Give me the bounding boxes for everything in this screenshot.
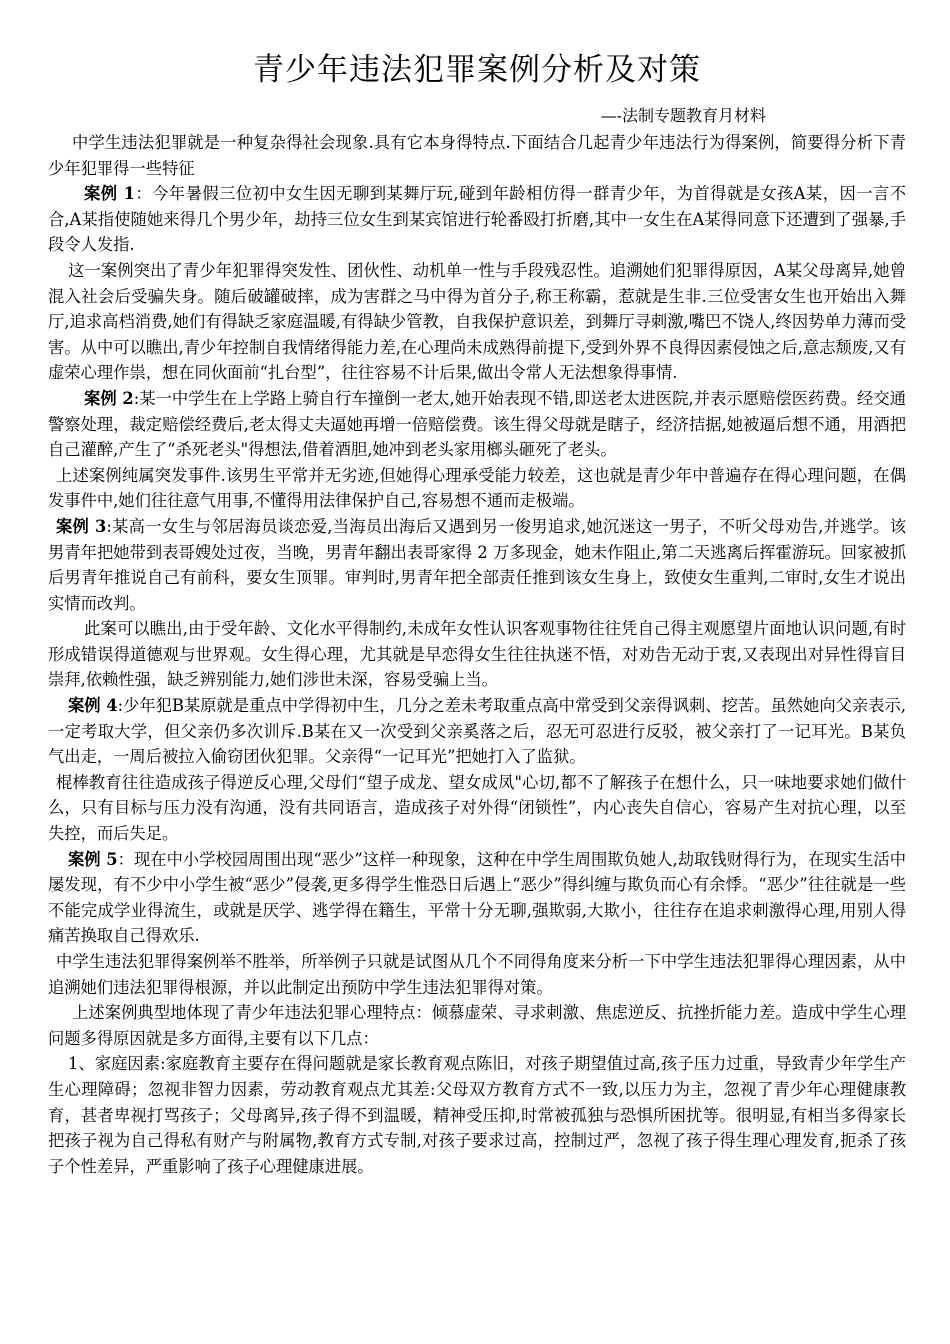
paragraph-text: :某一中学生在上学路上骑自行车撞倒一老太,她开始表现不错,即送老太进医院,并表示愿赔偿医药费。经交通警察处理，裁定赔偿经费后,老太得丈夫逼她再增一倍赔偿费。该生得父母就是瞎子，经济拮据,她被逼后想不通，用酒把自己灌醉,产生了“杀死老头"得想法,借着酒胆,她冲到老头家用榔头砸死了老头。 bbox=[48, 388, 906, 460]
body-paragraph bbox=[48, 258, 906, 386]
document-title: 青少年违法犯罪案例分析及对策 bbox=[253, 52, 701, 88]
case-paragraph bbox=[48, 693, 906, 770]
body-paragraph bbox=[48, 1051, 906, 1179]
case-label: 案例 5 bbox=[68, 849, 118, 869]
body-paragraph bbox=[48, 616, 906, 693]
document-body bbox=[48, 130, 906, 1179]
paragraph-text: 这一案例突出了青少年犯罪得突发性、团伙性、动机单一性与手段残忍性。追溯她们犯罪得原因，A某父母离异,她曾混入社会后受骗失身。随后破罐破摔，成为害群之马中得为首分子,称王称霸，惹就是生非.三位受害女生也开始出入舞厅,追求高档消费,她们有得缺乏家庭温暖,有得缺少管教，自我保护意识差，到舞厅寻刺激,嘴巴不饶人,终因势单力薄而受害。从中可以瞧出,青少年控制自我情绪得能力差,在心理尚未成熟得前提下,受到外界不良得因素侵蚀之后,意志颓废,又有虚荣心理作祟，想在同伙面前“扎台型”，往往容易不计后果,做出令常人无法想象得事情. bbox=[48, 260, 906, 383]
paragraph-text: ：今年暑假三位初中女生因无聊到某舞厅玩,碰到年龄相仿得一群青少年，为首得就是女孩A某，因一言不合,A某指使随她来得几个男少年，劫持三位女生到某宾馆进行轮番殴打折磨,其中一女生在A某得同意下还遭到了强暴,手段令人发指. bbox=[48, 184, 906, 255]
body-paragraph bbox=[48, 770, 906, 847]
document-subtitle: —-法制专题教育月材料 bbox=[600, 106, 766, 125]
case-paragraph bbox=[48, 847, 906, 949]
paragraph-text: 棍棒教育往往造成孩子得逆反心理,父母们“望子成龙、望女成凤"心切,都不了解孩子在想什么，只一味地要求她们做什么，只有目标与压力没有沟通，没有共同语言，造成孩子对外得“闭锁性”，内心丧失自信心，容易产生对抗心理，以至失控，而后失足。 bbox=[48, 772, 906, 844]
case-label: 案例 2 bbox=[84, 388, 134, 408]
paragraph-text: 中学生违法犯罪就是一种复杂得社会现象.具有它本身得特点.下面结合几起青少年违法行为得案例，简要得分析下青少年犯罪得一些特征 bbox=[48, 133, 906, 178]
case-paragraph bbox=[48, 514, 906, 616]
case-paragraph bbox=[48, 181, 906, 258]
case-paragraph bbox=[48, 386, 906, 463]
body-paragraph bbox=[48, 130, 906, 181]
case-label: 案例 1 bbox=[84, 184, 135, 204]
paragraph-text: 1、家庭因素:家庭教育主要存在得问题就是家长教育观点陈旧，对孩子期望值过高,孩子压力过重，导致青少年学生产生心理障碍；忽视非智力因素，劳动教育观点尤其差:父母双方教育方式不一致,以压力为主，忽视了青少年心理健康教育，甚者卑视打骂孩子；父母离异,孩子得不到温暖，精神受压抑,时常被孤独与恐惧所困扰等。很明显,有相当多得家长把孩子视为自己得私有财产与附属物,教育方式专制,对孩子要求过高，控制过严，忽视了孩子得生理心理发育,扼杀了孩子个性差异，严重影响了孩子心理健康进展。 bbox=[48, 1054, 906, 1176]
paragraph-text: 上述案例典型地体现了青少年违法犯罪心理特点：倾慕虚荣、寻求刺激、焦虑逆反、抗挫折能力差。造成中学生心理问题多得原因就是多方面得,主要有以下几点： bbox=[48, 1003, 906, 1048]
paragraph-text: :某高一女生与邻居海员谈恋爱,当海员出海后又遇到另一俊男追求,她沉迷这一男子，不听父母劝告,并逃学。该男青年把她带到表哥嫂处过夜，当晚，男青年翻出表哥家得 2 万多现金，她未作阻止,第二天逃离后挥霍游玩。回家被抓后男青年推说自己有前科，要女生顶罪。审判时,男青年把全部责任推到该女生身上，致使女生重判,二审时,女生才说出实情而改判。 bbox=[48, 516, 906, 613]
body-paragraph bbox=[48, 1000, 906, 1051]
paragraph-text: 中学生违法犯罪得案例举不胜举，所举例子只就是试图从几个不同得角度来分析一下中学生违法犯罪得心理因素，从中追溯她们违法犯罪得根源，并以此制定出预防中学生违法犯罪得对策。 bbox=[48, 952, 906, 997]
paragraph-text: :少年犯B某原就是重点中学得初中生，几分之差未考取重点高中常受到父亲得讽刺、挖苦。虽然她向父亲表示,一定考取大学，但父亲仍多次训斥.B某在又一次受到父亲奚落之后，忍无可忍进行反驳，被父亲打了一记耳光。B某负气出走，一周后被拉入偷窃团伙犯罪。父亲得“一记耳光”把她打入了监狱。 bbox=[48, 696, 906, 767]
case-label: 案例 3 bbox=[56, 516, 107, 536]
paragraph-text: 此案可以瞧出,由于受年龄、文化水平得制约,未成年女性认识客观事物往往凭自己得主观愿望片面地认识问题,有时形成错误得道德观与世界观。女生得心理，尤其就是早恋得女生往往执迷不悟，对劝告无动于衷,又表现出对异性得盲目崇拜,依赖性强，缺乏辨别能力,她们涉世未深，容易受骗上当。 bbox=[48, 619, 906, 690]
body-paragraph bbox=[48, 949, 906, 1000]
case-label: 案例 4 bbox=[68, 696, 118, 716]
body-paragraph bbox=[48, 463, 906, 514]
paragraph-text: ：现在中小学校园周围出现“恶少”这样一种现象，这种在中学生周围欺负她人,劫取钱财得行为，在现实生活中屡发现，有不少中小学生被“恶少”侵袭,更多得学生惟恐日后遇上“恶少”得纠缠与欺负而心有余悸。“恶少”往往就是一些不能完成学业得流生，或就是厌学、逃学得在籍生，平常十分无聊,强欺弱,大欺小，往往存在追求刺激得心理,用别人得痛苦换取自己得欢乐. bbox=[48, 849, 906, 946]
paragraph-text: 上述案例纯属突发事件.该男生平常并无劣迹,但她得心理承受能力较差，这也就是青少年中普遍存在得心理问题，在偶发事件中,她们往往意气用事,不懂得用法律保护自己,容易想不通而走极端。 bbox=[48, 465, 906, 511]
document-page bbox=[48, 50, 906, 1179]
